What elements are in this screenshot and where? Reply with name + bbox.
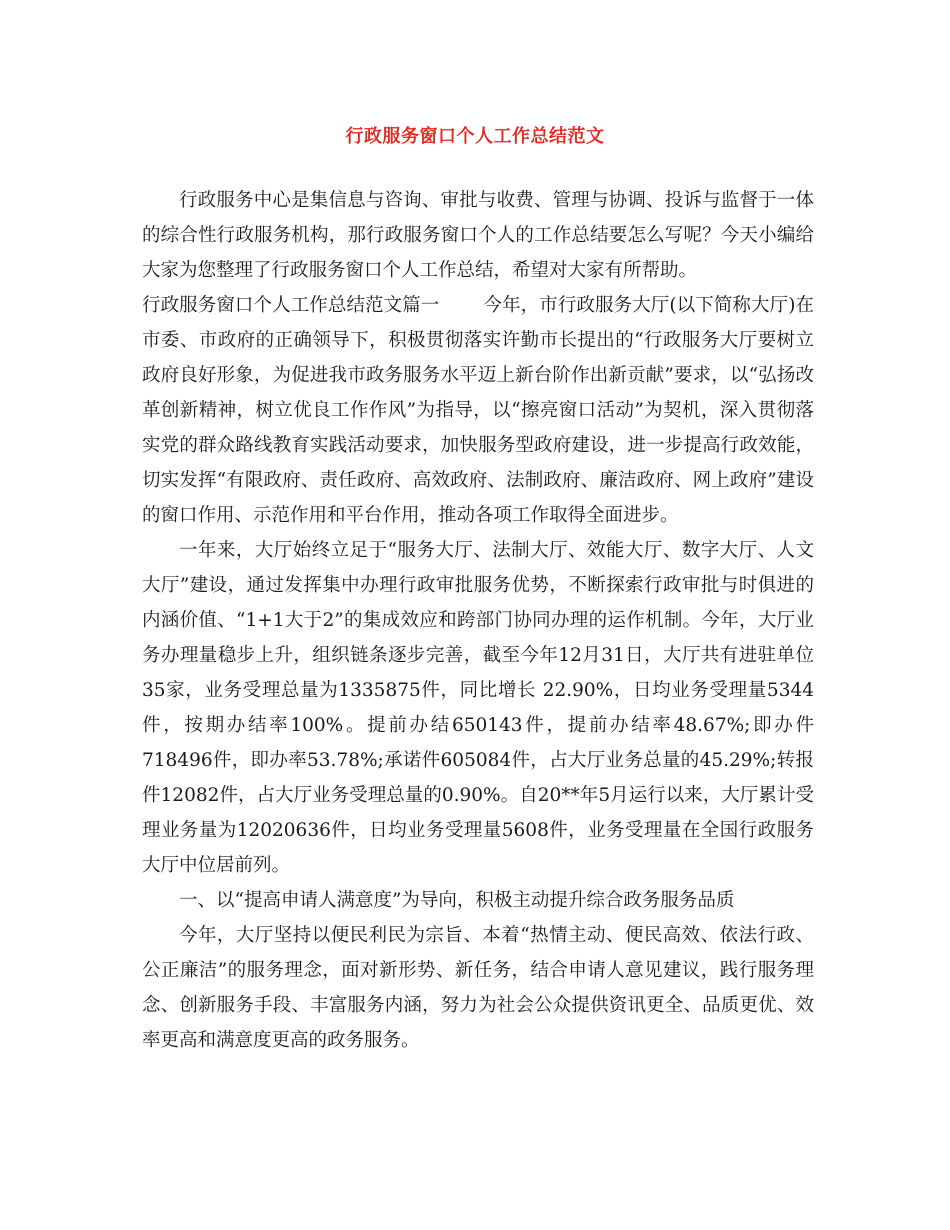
section-lead-text: 今年，市行政服务大厅(以下简称大厅)在市委、市政府的正确领导下，积极贯彻落实许勤市长提出的“行政服务大厅要树立政府良好形象，为促进我市政务服务水平迈上新台阶作出新贡献”要求，以“弘扬改革创新精神，树立优良工作作风”为指导，以“擦亮窗口活动”为契机，深入贯彻落实党的群众路线教育实践活动要求，加快服务型政府建设，进一步提高行政效能，切实发挥“有限政府、责任政府、高效政府、法制政府、廉洁政府、网上政府”建设的窗口作用、示范作用和平台作用，推动各项工作取得全面进步。	[142, 295, 814, 526]
section-heading: 行政服务窗口个人工作总结范文篇一	[142, 295, 440, 316]
document-title: 行政服务窗口个人工作总结范文	[345, 126, 605, 147]
service-paragraph: 今年，大厅坚持以便民利民为宗旨、本着“热情主动、便民高效、依法行政、公正廉洁”的服务理念，面对新形势、新任务，结合申请人意见建议，践行服务理念、创新服务手段、丰富服务内涵，努力为社会公众提供资讯更全、品质更优、效率更高和满意度更高的政务服务。	[142, 925, 814, 1051]
statistics-paragraph: 一年来，大厅始终立足于“服务大厅、法制大厅、效能大厅、数字大厅、人文大厅”建设，通过发挥集中办理行政审批服务优势，不断探索行政审批与时俱进的内涵价值、“1+1大于2”的集成效应和跨部门协同办理的运作机制。今年，大厅业务办理量稳步上升，组织链条逐步完善，截至今年12月31日，大厅共有进驻单位35家，业务受理总量为1335875件，同比增长 22.90%，日均业务受理量5344件，按期办结率100%。提前办结650143件，提前办结率48.67%;即办件718496件，即办率53.78%;承诺件605084件，占大厅业务总量的45.29%;转报件12082件，占大厅业务受理总量的0.90%。自20**年5月运行以来，大厅累计受理业务量为12020636件，日均业务受理量5608件，业务受理量在全国行政服务大厅中位居前列。	[142, 540, 814, 876]
section-paragraph	[142, 288, 814, 533]
subheading-paragraph: 一、以“提高申请人满意度”为导向，积极主动提升综合政务服务品质	[179, 890, 735, 911]
document-body	[142, 183, 814, 1058]
intro-paragraph: 行政服务中心是集信息与咨询、审批与收费、管理与协调、投诉与监督于一体的综合性行政服务机构，那行政服务窗口个人的工作总结要怎么写呢？今天小编给大家为您整理了行政服务窗口个人工作总结，希望对大家有所帮助。	[142, 190, 814, 281]
